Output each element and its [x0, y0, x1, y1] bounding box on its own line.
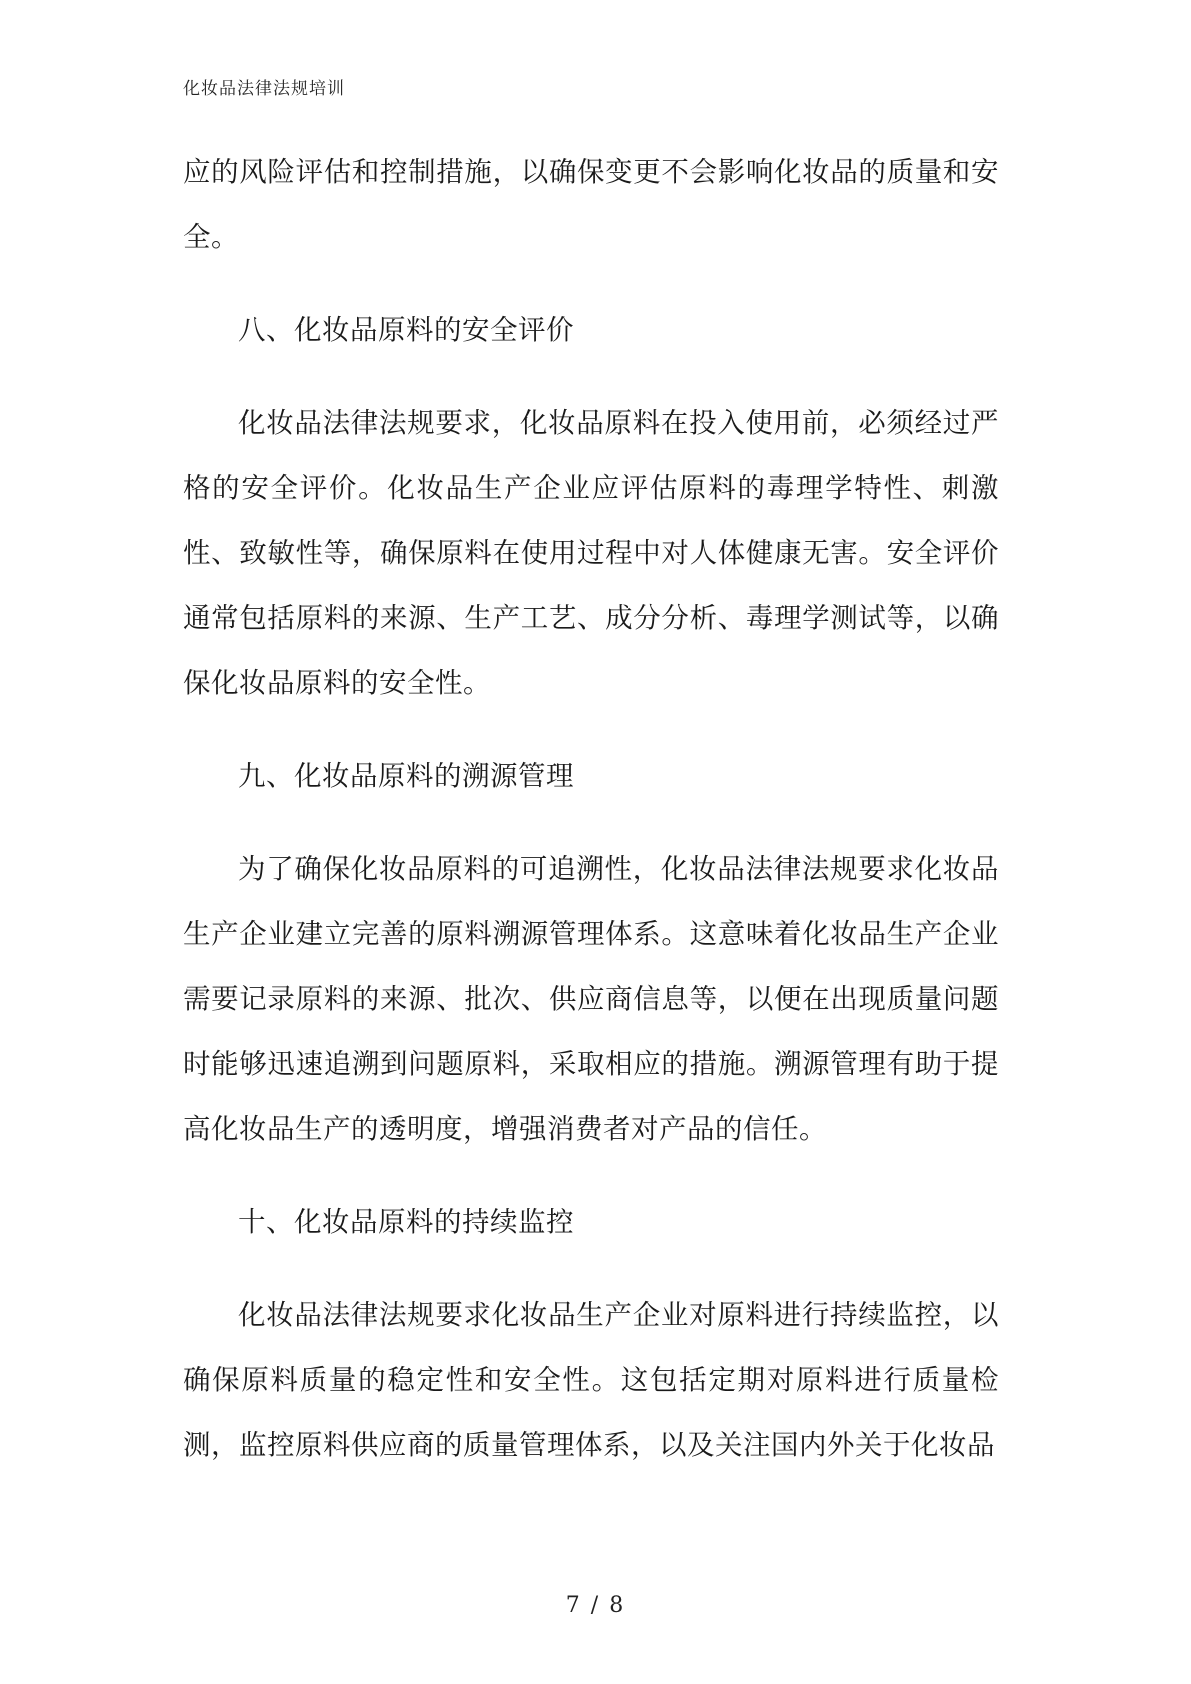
section-gap: [183, 809, 999, 837]
section-gap: [183, 716, 999, 744]
continuation-paragraph: 应的风险评估和控制措施，以确保变更不会影响化妆品的质量和安全。: [183, 156, 999, 253]
page-number: 7 / 8: [565, 1593, 626, 1618]
section-gap: [183, 270, 999, 298]
section-heading-9: 九、化妆品原料的溯源管理: [238, 760, 574, 792]
section-paragraph-8: 化妆品法律法规要求，化妆品原料在投入使用前，必须经过严格的安全评价。化妆品生产企业应评估原料的毒理学特性、刺激性、致敏性等，确保原料在使用过程中对人体健康无害。安全评价通常包括原料的来源、生产工艺、成分分析、毒理学测试等，以确保化妆品原料的安全性。: [183, 407, 999, 699]
section-paragraph-9: 为了确保化妆品原料的可追溯性，化妆品法律法规要求化妆品生产企业建立完善的原料溯源管理体系。这意味着化妆品生产企业需要记录原料的来源、批次、供应商信息等，以便在出现质量问题时能够迅速追溯到问题原料，采取相应的措施。溯源管理有助于提高化妆品生产的透明度，增强消费者对产品的信任。: [183, 853, 999, 1145]
section-paragraph-10: 化妆品法律法规要求化妆品生产企业对原料进行持续监控，以确保原料质量的稳定性和安全性。这包括定期对原料进行质量检测，监控原料供应商的质量管理体系，以及关注国内外关于化妆品: [183, 1299, 999, 1461]
section-heading-8: 八、化妆品原料的安全评价: [238, 314, 574, 346]
document-body: [183, 140, 999, 1478]
section-gap: [183, 1255, 999, 1283]
section-heading-10: 十、化妆品原料的持续监控: [238, 1206, 574, 1238]
section-gap: [183, 1162, 999, 1190]
section-gap: [183, 363, 999, 391]
running-header: 化妆品法律法规培训: [183, 79, 345, 99]
